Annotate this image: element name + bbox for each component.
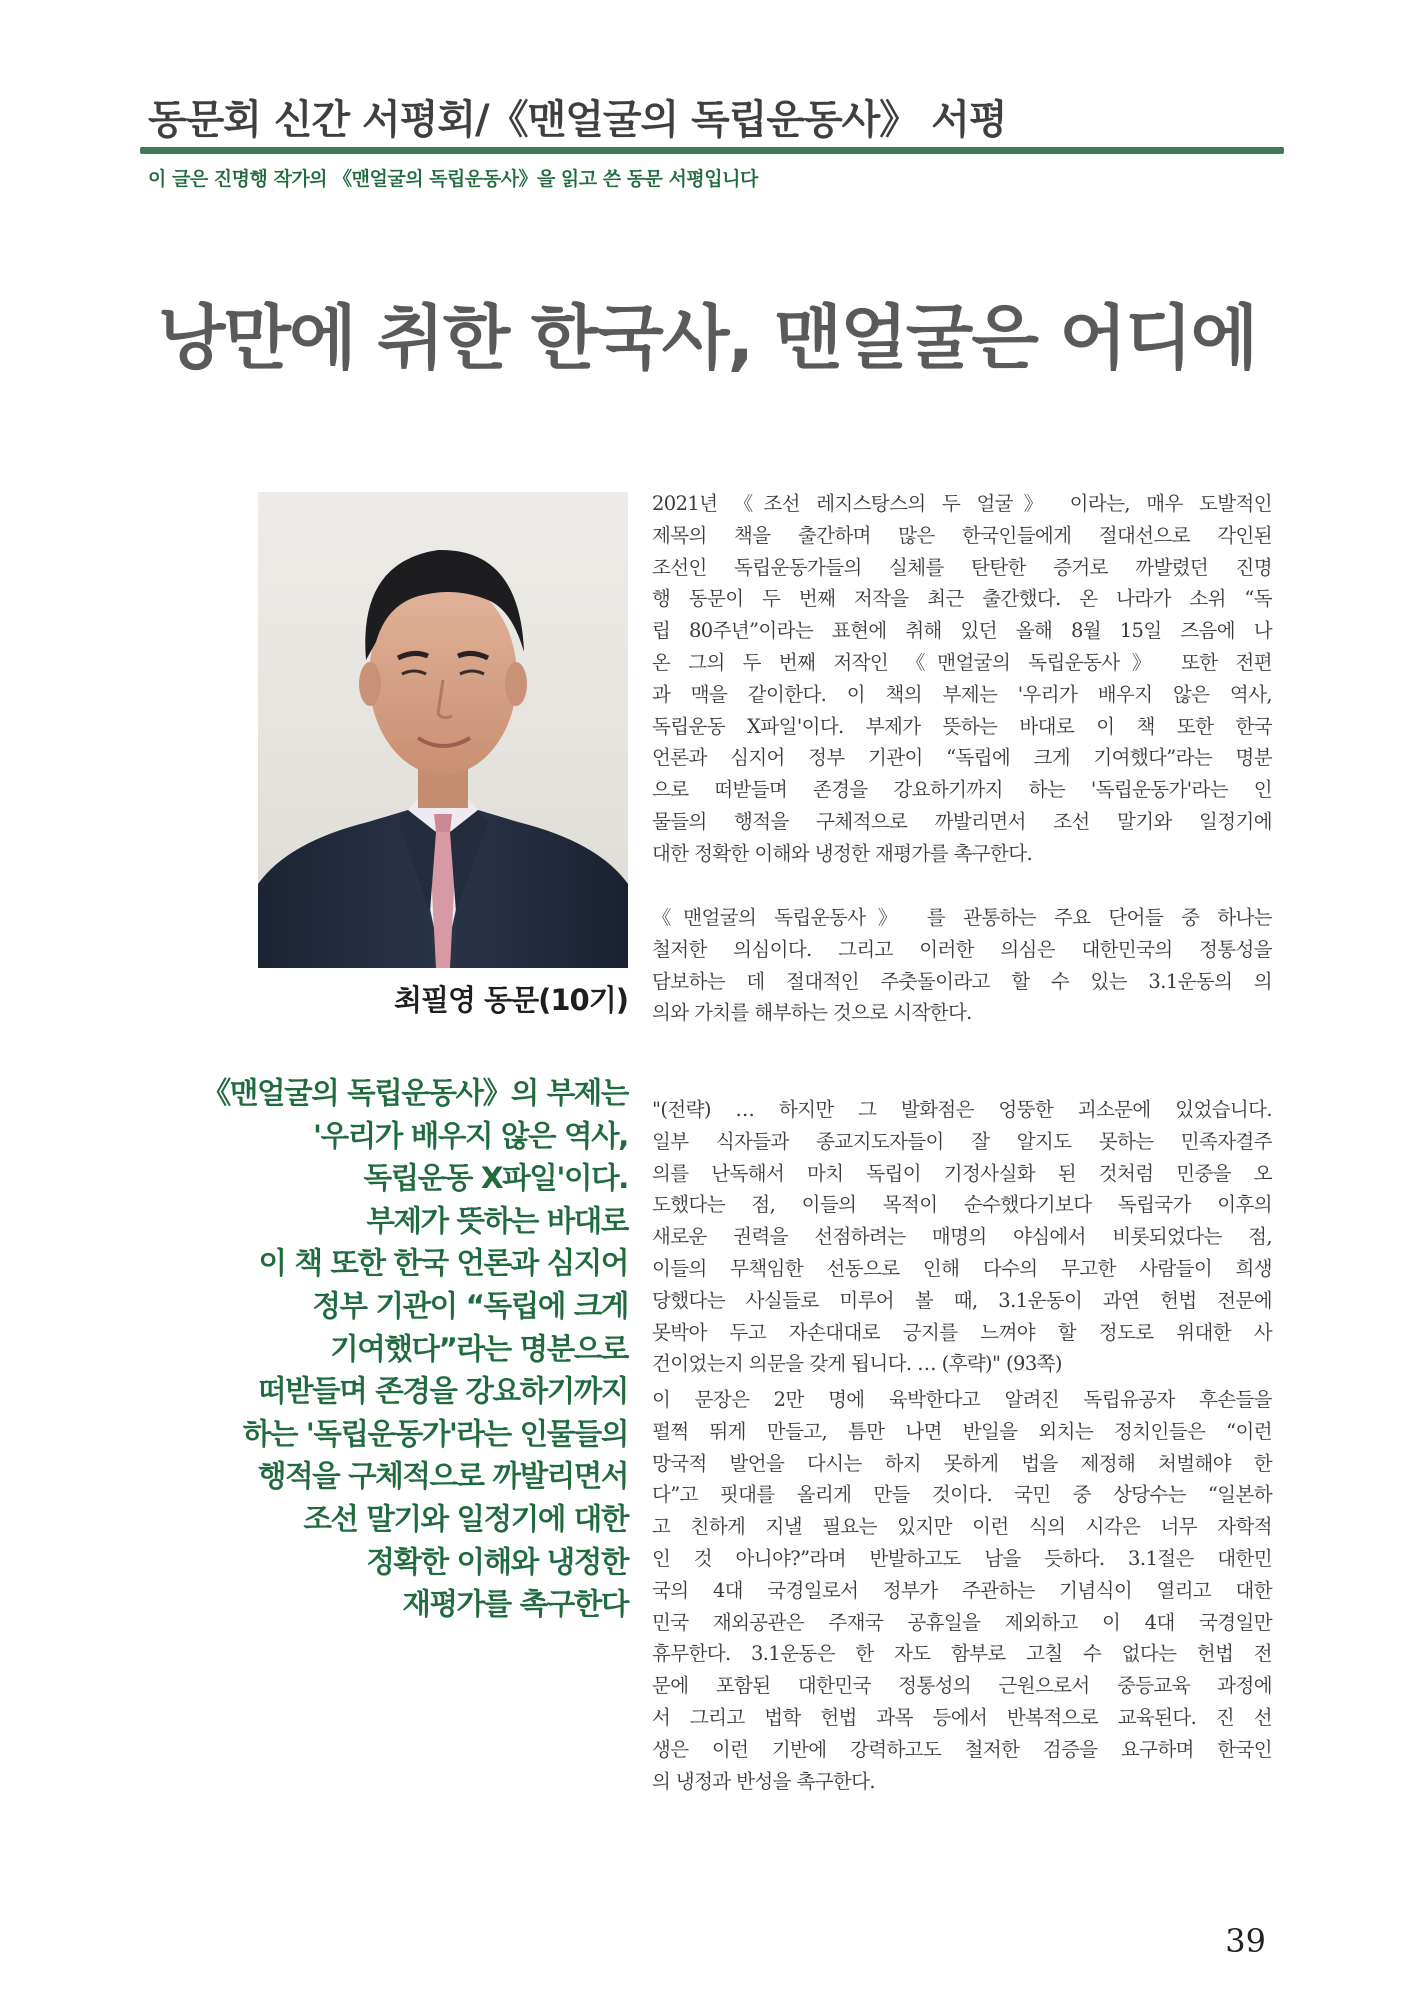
body-line: 서 그리고 법학 헌법 과목 등에서 반복적으로 교육된다. 진 선 (652, 1705, 1272, 1729)
section-title: 동문회 신간 서평회/《맨얼굴의 독립운동사》 서평 (148, 97, 1007, 143)
pull-quote-line: 독립운동 X파일'이다. (363, 1161, 628, 1196)
pull-quote-line: 부제가 뜻하는 바대로 (366, 1203, 628, 1238)
body-paragraph-1 (652, 488, 1272, 870)
page-number: 39 (1225, 1922, 1266, 1960)
body-line: 국의 4대 국경일로서 정부가 주관하는 기념식이 열리고 대한 (652, 1578, 1272, 1602)
body-line: 도했다는 점, 이들의 목적이 순수했다기보다 독립국가 이후의 (652, 1193, 1272, 1217)
body-line: 행 동문이 두 번째 저작을 최근 출간했다. 온 나라가 소위 “독 (652, 587, 1272, 611)
pull-quote (190, 1072, 628, 1626)
body-line: 2021년 《조선 레지스탕스의 두 얼굴》 이라는, 매우 도발적인 (652, 492, 1272, 515)
pull-quote-line: 정부 기관이 “독립에 크게 (312, 1288, 628, 1323)
body-line: 못박아 두고 자손대대로 긍지를 느껴야 할 정도로 위대한 사 (652, 1320, 1272, 1344)
author-photo (258, 492, 628, 968)
body-line: 의를 난독해서 마치 독립이 기정사실화 된 것처럼 민중을 오 (652, 1161, 1272, 1185)
body-line: "(전략) … 하지만 그 발화점은 엉뚱한 괴소문에 있었습니다. (652, 1098, 1272, 1121)
article-headline: 낭만에 취한 한국사, 맨얼굴은 어디에 (157, 297, 1257, 379)
body-line: 새로운 권력을 선점하려는 매명의 야심에서 비롯되었다는 점, (652, 1225, 1272, 1249)
body-line: 제목의 책을 출간하며 많은 한국인들에게 절대선으로 각인된 (652, 523, 1272, 547)
body-line: 이들의 무책임한 선동으로 인해 다수의 무고한 사람들이 희생 (652, 1256, 1272, 1280)
pull-quote-line: 이 책 또한 한국 언론과 심지어 (258, 1246, 628, 1281)
body-line: 다”고 핏대를 올리게 만들 것이다. 국민 중 상당수는 “일본하 (652, 1483, 1272, 1507)
body-line: 립 80주년”이라는 표현에 취해 있던 올해 8월 15일 즈음에 나 (652, 619, 1272, 643)
body-line: 인 것 아니야?”라며 반발하고도 남을 듯하다. 3.1절은 대한민 (652, 1546, 1272, 1570)
body-line: 생은 이런 기반에 강력하고도 철저한 검증을 요구하며 한국인 (652, 1737, 1272, 1761)
body-line: 언론과 심지어 정부 기관이 “독립에 크게 기여했다”라는 명분 (652, 746, 1272, 770)
body-line: 과 맥을 같이한다. 이 책의 부제는 '우리가 배우지 않은 역사, (652, 682, 1272, 706)
pull-quote-line: 떠받들며 존경을 강요하기까지 (257, 1374, 628, 1409)
body-paragraph-4 (652, 1384, 1272, 1797)
body-line: 《맨얼굴의 독립운동사》 를 관통하는 주요 단어들 중 하나는 (652, 906, 1272, 929)
photo-caption: 최필영 동문(10기) (393, 983, 628, 1017)
body-line: 철저한 의심이다. 그리고 이러한 의심은 대한민국의 정통성을 (652, 937, 1272, 961)
body-line: 담보하는 데 절대적인 주춧돌이라고 할 수 있는 3.1운동의 의 (652, 969, 1272, 993)
pull-quote-line: 기여했다”라는 명분으로 (330, 1331, 628, 1366)
body-line: 독립운동 X파일'이다. 부제가 뜻하는 바대로 이 책 또한 한국 (652, 714, 1272, 738)
body-line: 온 그의 두 번째 저작인 《맨얼굴의 독립운동사》 또한 전편 (652, 650, 1272, 674)
pull-quote-line: 《맨얼굴의 독립운동사》의 부제는 (201, 1076, 628, 1110)
pull-quote-line: '우리가 배우지 않은 역사, (312, 1118, 628, 1153)
body-line: 조선인 독립운동가들의 실체를 탄탄한 증거로 까발렸던 진명 (652, 555, 1272, 579)
pull-quote-line: 하는 '독립운동가'라는 인물들의 (242, 1416, 628, 1451)
body-line: 고 친하게 지낼 필요는 있지만 이런 식의 시각은 너무 자학적 (652, 1515, 1272, 1539)
author-portrait-illustration (258, 492, 628, 968)
body-line: 이 문장은 2만 명에 육박한다고 알려진 독립유공자 후손들을 (652, 1388, 1272, 1411)
body-line: 문에 포함된 대한민국 정통성의 근원으로서 중등교육 과정에 (652, 1674, 1272, 1698)
body-line: 펄쩍 뛰게 만들고, 틈만 나면 반일을 외치는 정치인들은 “이런 (652, 1419, 1272, 1443)
pull-quote-line: 행적을 구체적으로 까발리면서 (257, 1459, 628, 1494)
body-line: 망국적 발언을 다시는 하지 못하게 법을 제정해 처벌해야 한 (652, 1451, 1272, 1475)
body-line: 의 냉정과 반성을 촉구한다. (652, 1769, 876, 1793)
body-line: 물들의 행적을 구체적으로 까발리면서 조선 말기와 일정기에 (652, 809, 1272, 833)
body-quote-paragraph (652, 1094, 1272, 1380)
body-line: 대한 정확한 이해와 냉정한 재평가를 촉구한다. (652, 841, 1033, 865)
pull-quote-line: 재평가를 촉구한다 (402, 1587, 628, 1622)
body-line: 의와 가치를 해부하는 것으로 시작한다. (652, 1001, 972, 1025)
pull-quote-line: 조선 말기와 일정기에 대한 (303, 1501, 628, 1536)
body-line: 으로 떠받들며 존경을 강요하기까지 하는 '독립운동가'라는 인 (652, 778, 1272, 802)
pull-quote-line: 정확한 이해와 냉정한 (366, 1544, 628, 1579)
header-rule (140, 147, 1284, 154)
body-line: 민국 재외공관은 주재국 공휴일을 제외하고 이 4대 국경일만 (652, 1610, 1272, 1634)
body-line: 일부 식자들과 종교지도자들이 잘 알지도 못하는 민족자결주 (652, 1129, 1272, 1153)
body-line: 건이었는지 의문을 갖게 됩니다. … (후략)" (93쪽) (652, 1352, 1062, 1376)
body-paragraph-2 (652, 902, 1272, 1029)
section-subtitle: 이 글은 진명행 작가의 《맨얼굴의 독립운동사》을 읽고 쓴 동문 서평입니다 (148, 168, 758, 190)
body-line: 휴무한다. 3.1운동은 한 자도 함부로 고칠 수 없다는 헌법 전 (652, 1642, 1272, 1666)
body-line: 당했다는 사실들로 미루어 볼 때, 3.1운동이 과연 헌법 전문에 (652, 1288, 1272, 1312)
